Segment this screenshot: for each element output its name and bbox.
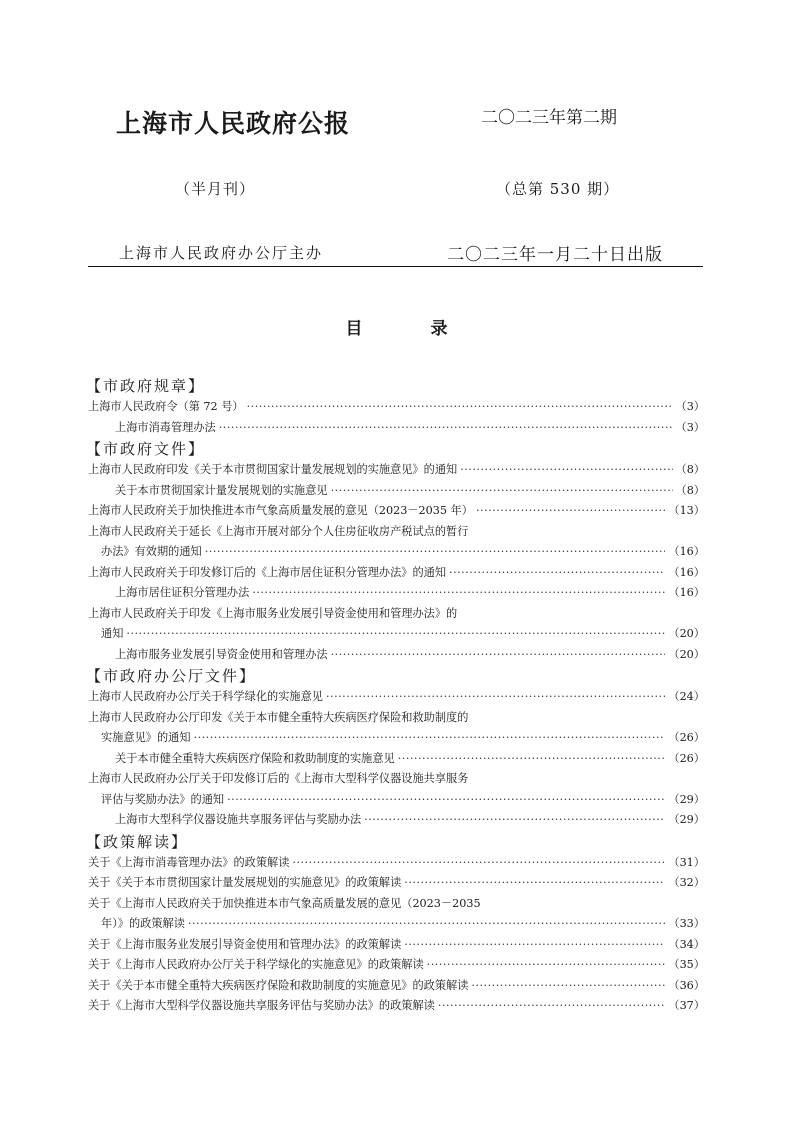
toc-page-number: （13）	[668, 504, 705, 517]
toc-entry[interactable]	[88, 935, 705, 956]
dot-leader	[331, 481, 673, 502]
toc-entry[interactable]	[88, 563, 705, 584]
toc-entry[interactable]	[88, 853, 705, 874]
toc-page-number: （3）	[675, 420, 705, 434]
toc-page-number: （33）	[668, 917, 705, 930]
toc-entry-title: 关于《上海市消毒管理办法》的政策解读	[88, 855, 290, 869]
dot-leader	[398, 749, 666, 770]
gazette-title: 上海市人民政府公报	[116, 109, 351, 138]
dot-leader	[252, 583, 665, 604]
dot-leader	[404, 935, 665, 956]
toc-entry-title: 关于《关于本市健全重特大疾病医疗保险和救助制度的实施意见》的政策解读	[88, 978, 469, 992]
toc-entry-title: 评估与奖励办法》的通知	[101, 792, 225, 806]
toc-page-number: （34）	[668, 937, 705, 951]
toc-heading-right: 录	[430, 319, 448, 339]
toc-entry[interactable]	[88, 645, 705, 666]
toc-page-number: （37）	[668, 999, 705, 1012]
dot-leader	[438, 996, 666, 1017]
toc-entry[interactable]	[88, 873, 705, 894]
toc-entry[interactable]	[88, 914, 705, 935]
toc-heading	[0, 314, 793, 339]
toc-entry-title: 关于本市健全重特大疾病医疗保险和救助制度的实施意见	[115, 751, 395, 765]
toc-section-title: 【政策解读】	[86, 832, 189, 851]
toc-entry-title: 关于《关于本市贯彻国家计量发展规划的实施意见》的政策解读	[88, 876, 402, 889]
table-of-contents	[88, 375, 705, 1017]
toc-entry-title: 上海市人民政府印发《关于本市贯彻国家计量发展规划的实施意见》的通知	[88, 463, 458, 476]
toc-page-number: （29）	[668, 813, 705, 826]
dot-leader	[292, 853, 665, 874]
toc-entry-title: 办法》有效期的通知	[101, 545, 202, 558]
toc-page-number: （16）	[668, 565, 705, 579]
toc-entry[interactable]	[88, 624, 705, 645]
toc-entry-title: 上海市人民政府办公厅关于印发修订后的《上海市大型科学仪器设施共享服务	[88, 772, 469, 785]
toc-page-number: （16）	[668, 586, 705, 599]
toc-heading-left: 目	[345, 319, 363, 339]
dot-leader	[227, 790, 665, 811]
toc-page-number: （29）	[668, 792, 705, 806]
toc-page-number: （16）	[668, 545, 705, 558]
toc-entry-title: 上海市人民政府令（第 72 号）	[88, 400, 244, 413]
dot-leader	[219, 418, 673, 439]
toc-entry[interactable]	[88, 481, 705, 502]
issue-number: 二〇二三年第二期	[481, 108, 617, 128]
toc-page-number: （8）	[675, 463, 705, 476]
toc-entry-title: 关于《上海市大型科学仪器设施共享服务评估与奖励办法》的政策解读	[88, 999, 435, 1012]
toc-entry-title: 关于《上海市服务业发展引导资金使用和管理办法》的政策解读	[88, 937, 402, 951]
dot-leader	[404, 873, 665, 894]
toc-entry-title: 上海市人民政府办公厅关于科学绿化的实施意见	[88, 690, 323, 703]
toc-entry-title: 关于本市贯彻国家计量发展规划的实施意见	[115, 483, 328, 497]
dot-leader	[188, 914, 665, 935]
toc-entry-title: 上海市服务业发展引导资金使用和管理办法	[115, 647, 328, 661]
toc-entry-title: 上海市人民政府关于加快推进本市气象高质量发展的意见（2023－2035 年）	[88, 504, 473, 517]
toc-entry-title: 关于《上海市人民政府办公厅关于科学绿化的实施意见》的政策解读	[88, 958, 424, 971]
toc-entry-title: 通知	[101, 627, 124, 640]
toc-section-title: 【市政府规章】	[86, 377, 206, 395]
toc-entry[interactable]	[88, 955, 705, 976]
toc-entry-title: 年）》的政策解读	[101, 917, 185, 930]
toc-entry[interactable]	[88, 996, 705, 1017]
dot-leader	[194, 728, 666, 749]
dot-leader	[471, 976, 665, 997]
toc-entry-title: 上海市居住证积分管理办法	[115, 586, 250, 599]
toc-entry[interactable]	[88, 583, 705, 604]
toc-page-number: （20）	[668, 647, 705, 661]
toc-entry[interactable]	[88, 810, 705, 831]
header-divider	[88, 266, 703, 267]
toc-entry[interactable]	[88, 894, 705, 915]
dot-leader	[476, 501, 665, 522]
toc-entry-title: 上海市人民政府办公厅印发《关于本市健全重特大疾病医疗保险和救助制度的	[88, 710, 469, 724]
toc-page-number: （3）	[675, 400, 705, 413]
dot-leader	[331, 645, 666, 666]
toc-entry[interactable]	[88, 749, 705, 770]
toc-entry[interactable]	[88, 790, 705, 811]
dot-leader	[205, 542, 666, 563]
toc-entry[interactable]	[88, 397, 705, 418]
toc-entry-title: 上海市人民政府关于印发修订后的《上海市居住证积分管理办法》的通知	[88, 565, 447, 579]
toc-page-number: （26）	[668, 731, 705, 744]
toc-entry[interactable]	[88, 542, 705, 563]
toc-entry-title: 上海市人民政府关于延长《上海市开展对部分个人住房征收房产税试点的暂行	[88, 524, 469, 538]
toc-page-number: （35）	[668, 958, 705, 971]
toc-entry[interactable]	[88, 728, 705, 749]
toc-entry-title: 上海市人民政府关于印发《上海市服务业发展引导资金使用和管理办法》的	[88, 606, 458, 620]
toc-entry[interactable]	[88, 501, 705, 522]
publish-date: 二〇二三年一月二十日出版	[447, 245, 663, 265]
dot-leader	[326, 687, 665, 708]
toc-page-number: （20）	[668, 627, 705, 640]
dot-leader	[247, 397, 673, 418]
dot-leader	[126, 624, 665, 645]
toc-section-title: 【市政府文件】	[86, 440, 206, 458]
toc-entry-title: 实施意见》的通知	[101, 731, 191, 744]
toc-page-number: （32）	[668, 876, 705, 889]
total-issue-number: （总第 530 期）	[496, 180, 620, 198]
toc-page-number: （8）	[675, 483, 705, 497]
dot-leader	[427, 955, 666, 976]
toc-entry[interactable]	[88, 976, 705, 997]
toc-entry[interactable]	[88, 687, 705, 708]
dot-leader	[460, 460, 672, 481]
toc-entry[interactable]	[88, 460, 705, 481]
toc-entry-title: 上海市大型科学仪器设施共享服务评估与奖励办法	[115, 813, 362, 826]
toc-entry[interactable]	[88, 418, 705, 439]
sponsor: 上海市人民政府办公厅主办	[119, 244, 324, 262]
toc-entry[interactable]	[88, 708, 705, 729]
toc-page-number: （36）	[668, 978, 705, 992]
publication-frequency: （半月刊）	[175, 180, 256, 198]
dot-leader	[449, 563, 665, 584]
toc-page-number: （24）	[668, 690, 705, 703]
toc-section-title: 【市政府办公厅文件】	[86, 667, 257, 685]
toc-entry[interactable]	[88, 769, 705, 790]
toc-entry[interactable]	[88, 522, 705, 543]
toc-entry-title: 关于《上海市人民政府关于加快推进本市气象高质量发展的意见（2023－2035	[88, 896, 481, 910]
toc-entry[interactable]	[88, 604, 705, 625]
toc-page-number: （31）	[668, 855, 705, 869]
toc-page-number: （26）	[668, 751, 705, 765]
toc-entry-title: 上海市消毒管理办法	[115, 420, 216, 434]
dot-leader	[364, 810, 665, 831]
